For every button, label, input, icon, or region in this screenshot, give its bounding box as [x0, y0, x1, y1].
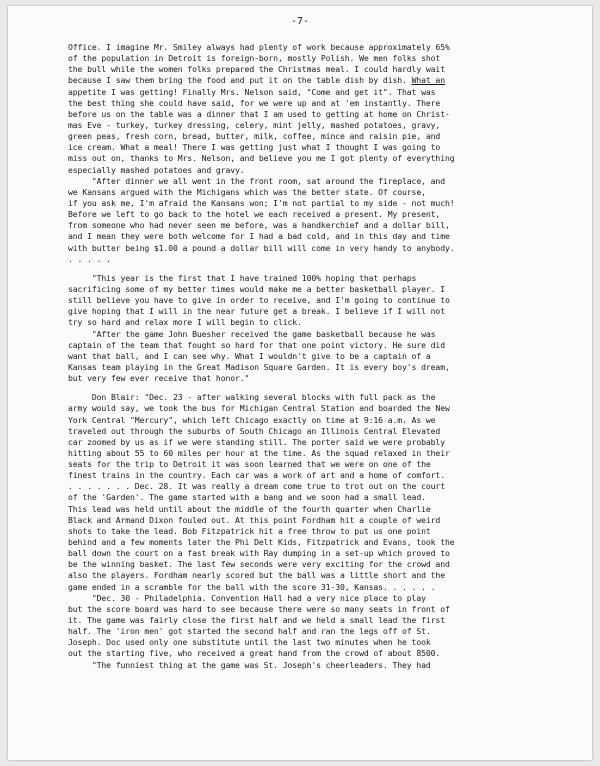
text-line: Office. I imagine Mr. Smiley always had plenty of work because approximately 65% — [68, 42, 450, 52]
text-line: the bull while the women folks prepared the Christmas meal. I could hardly wait — [68, 64, 445, 75]
text-line: behind and a few moments later the Phi Delt Kids, Fitzpatrick and Evans, took the — [68, 537, 455, 548]
text-line: captain of the team that fought so hard for that one point victory. He sure did — [68, 339, 445, 350]
text-line: try so hard and relax more I will begin to click. — [68, 317, 302, 328]
text-line: because I saw them bring the food and put it on the table dish by dish. What an — [68, 75, 445, 86]
text-line: green peas, fresh corn, bread, butter, milk, coffee, mince and raisin pie, and — [68, 131, 441, 142]
text-line: Before we left to go back to the hotel we each received a present. My present, — [68, 209, 441, 220]
text-line: of the population in Detroit is foreign-born, mostly Polish. We men folks shot — [68, 53, 441, 64]
paragraph — [68, 392, 588, 671]
text-line: we Kansans argued with the Michigans which was the better state. Of course, — [68, 186, 426, 197]
text-line: out the starting five, who received a great hand from the crowd of about 8500. — [68, 648, 441, 659]
text-line: shots to take the lead. Bob Fitzpatrick hit a free throw to put us one point — [68, 525, 431, 536]
text-line: and I mean they were both welcome for I had a bad cold, and in this day and time — [68, 231, 450, 242]
text-line: especially mashed potatoes and gravy. — [68, 164, 245, 175]
text-line: appetite I was getting! Finally Mrs. Nelson said, "Come and get it". That was — [68, 86, 436, 97]
page-body — [68, 42, 588, 671]
text-line: "After dinner we all went in the front room, sat around the fireplace, and — [68, 175, 445, 186]
text-line: but the score board was hard to see because there were so many seats in front of — [68, 603, 450, 614]
text-line: if you ask me, I'm afraid the Kansans won; I'm not partial to my side - not much! — [68, 197, 455, 208]
paragraph-gap — [68, 265, 588, 273]
text-line: car zoomed by us as if we were standing still. The porter said we were probably — [68, 436, 445, 447]
text-line: finest trains in the country. Each car was a work of art and a home of comfort. — [68, 470, 445, 481]
text-line: York Central "Mercury", which left Chicago exactly on time at 9:16 a.m. As we — [68, 414, 436, 425]
text-line: want that ball, and I can see why. What I wouldn't give to be a captain of a — [68, 350, 431, 361]
paragraph-gap — [68, 384, 588, 392]
text-line: . . . . . — [68, 253, 111, 264]
text-line: . . . . . . . Dec. 28. It was really a dream come true to trot out on the court — [68, 481, 445, 492]
text-line: ball down the court on a fast break with Ray dumping in a set-up which proved to — [68, 548, 450, 559]
page-number: -7- — [290, 16, 310, 27]
text-line: seats for the trip to Detroit it was soon learned that we were on one of the — [68, 459, 431, 470]
text-line: be the winning basket. The last few seconds were very exciting for the crowd and — [68, 559, 450, 570]
paragraph — [68, 42, 588, 265]
text-line: mas Eve - turkey, turkey dressing, celery, mint jelly, mashed potatoes, gravy, — [68, 119, 441, 130]
text-line: also the players. Fordham nearly scored but the ball was a little short and the — [68, 570, 445, 581]
paragraph — [68, 273, 588, 384]
typewritten-page — [8, 6, 592, 760]
text-line: sacrificing some of my better times would make me a better basketball player. I — [68, 283, 445, 294]
text-line: with butter being $1.00 a pound a dollar bill will come in very handy to anybody. — [68, 242, 455, 253]
text-line: Don Blair: "Dec. 23 - after walking several blocks with full pack as the — [68, 392, 436, 403]
text-line: hitting about 55 to 60 miles per hour at the time. As the squad relaxed in their — [68, 447, 450, 458]
text-line: miss out on, thanks to Mrs. Nelson, and believe you me I got plenty of everything — [68, 153, 455, 164]
text-line: the best thing she could have said, for we were up and at 'em instantly. There — [68, 97, 441, 108]
text-line: half. The 'iron men' got started the second half and ran the legs off of St. — [68, 626, 431, 637]
text-line: give hoping that I will in the near future get a break. I believe if I will not — [68, 306, 445, 317]
text-line: "This year is the first that I have trained 100% hoping that perhaps — [68, 272, 417, 283]
text-line: from someone who had never seen me before, was a handkerchief and a dollar bill, — [68, 220, 450, 231]
text-line: before us on the table was a dinner that I am used to getting at home on Christ- — [68, 108, 450, 119]
text-line: game ended in a scramble for the ball with the score 31-30, Kansas. . . . . . — [68, 581, 436, 592]
text-line: still believe you have to give in order to receive, and I'm going to continue to — [68, 295, 450, 306]
text-line: but very few ever receive that honor." — [68, 373, 250, 384]
text-line: it. The game was fairly close the first half and we held a small lead the first — [68, 615, 445, 626]
text-line: Black and Armand Dixon fouled out. At this point Fordham hit a couple of weird — [68, 514, 441, 525]
text-line: Kansas team playing in the Great Madison Square Garden. It is every boy's dream, — [68, 361, 450, 372]
text-line: "The funniest thing at the game was St. Joseph's cheerleaders. They had — [68, 659, 431, 670]
text-line: "Dec. 30 - Philadelphia. Convention Hall had a very nice place to play — [68, 592, 426, 603]
text-line: traveled out through the suburbs of South Chicago an Illinois Central Elevated — [68, 425, 441, 436]
text-line: This lead was held until about the middle of the fourth quarter when Charlie — [68, 503, 431, 514]
text-line: Joseph. Doc used only one substitute until the last two minutes when he took — [68, 637, 431, 648]
text-line: ice cream. What a meal! There I was getting just what I thought I was going to — [68, 142, 441, 153]
text-line: of the 'Garden'. The game started with a bang and we soon had a small lead. — [68, 492, 426, 503]
text-line: "After the game John Buesher received the game basketball because he was — [68, 328, 436, 339]
text-line: army would say, we took the bus for Michigan Central Station and boarded the New — [68, 403, 450, 414]
